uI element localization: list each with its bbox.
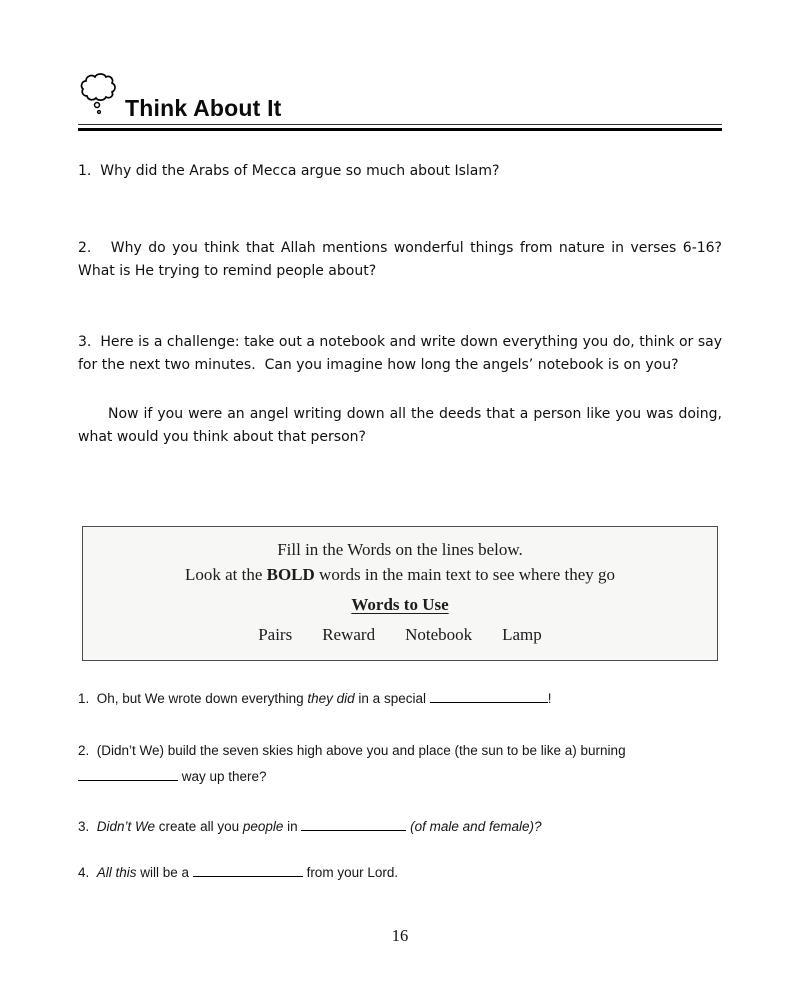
fill-item-3-italic-2: people (242, 819, 284, 834)
think-question-1 (78, 160, 722, 183)
words-to-use-box (82, 526, 718, 661)
fill-item-4-num: 4. (78, 865, 97, 880)
question-2-line-2: What is He trying to remind people about? (78, 263, 377, 279)
bold-keyword: BOLD (266, 565, 315, 584)
question-3b-line-1: Now if you were an angel writing down all the deeds that a person like you was doing, (108, 406, 722, 422)
box-instruction-2-suffix: words in the main text to see where they go (314, 565, 616, 584)
think-question-3 (78, 331, 722, 377)
fill-item-3 (78, 814, 722, 840)
think-question-2 (78, 237, 722, 283)
blank-line-3 (301, 818, 406, 831)
page-content (0, 72, 800, 886)
fill-item-4 (78, 860, 722, 886)
question-3-line-2: for the next two minutes. Can you imagine how long the angels’ notebook is on you? (78, 357, 679, 373)
fill-item-1-mid: in a special (354, 691, 430, 706)
fill-item-4-post: from your Lord. (302, 865, 399, 880)
blank-line-1 (430, 690, 548, 703)
fill-item-3-num: 3. (78, 819, 97, 834)
word-list (95, 622, 705, 647)
box-instruction-2 (95, 562, 705, 587)
section-header (78, 72, 722, 123)
question-1-text: 1. Why did the Arabs of Mecca argue so much about Islam? (78, 163, 500, 179)
fill-item-2-post: way up there? (178, 769, 267, 784)
words-to-use-heading: Words to Use (351, 595, 449, 614)
fill-item-1-post: ! (547, 691, 552, 706)
box-instruction-1: Fill in the Words on the lines below. (277, 540, 523, 559)
think-question-3-followup (78, 403, 722, 449)
word-option-reward: Reward (322, 625, 376, 644)
fill-item-2-pre: 2. (Didn’t We) build the seven skies high above you and place (the sun to be like a) burning (78, 743, 626, 758)
fill-item-1-italic: they did (307, 691, 355, 706)
fill-item-3-italic-1: Didn’t We (96, 819, 156, 834)
word-option-notebook: Notebook (405, 625, 473, 644)
page-number: 16 (391, 926, 409, 945)
fill-item-3-mid-1: create all you (155, 819, 243, 834)
blank-line-2 (78, 768, 178, 781)
box-instruction-2-prefix: Look at the (184, 565, 267, 584)
fill-item-4-mid: will be a (136, 865, 193, 880)
fill-item-1-pre: 1. Oh, but We wrote down everything (78, 691, 308, 706)
question-3-line-1: 3. Here is a challenge: take out a notebook and write down everything you do, think or say (78, 334, 722, 350)
question-2-line-1: 2. Why do you think that Allah mentions wonderful things from nature in verses 6-16? (78, 240, 722, 256)
word-option-lamp: Lamp (502, 625, 542, 644)
thought-bubble-icon (78, 72, 118, 123)
question-3b-line-2: what would you think about that person? (78, 429, 366, 445)
fill-item-3-italic-3: (of male and female)? (406, 819, 542, 834)
header-rule (78, 124, 722, 131)
fill-item-1 (78, 686, 722, 712)
word-option-pairs: Pairs (258, 625, 293, 644)
fill-item-4-italic: All this (96, 865, 137, 880)
fill-item-3-mid-2: in (283, 819, 302, 834)
page-title: Think About It (125, 95, 282, 121)
blank-line-4 (193, 864, 303, 877)
fill-item-2 (78, 738, 722, 790)
